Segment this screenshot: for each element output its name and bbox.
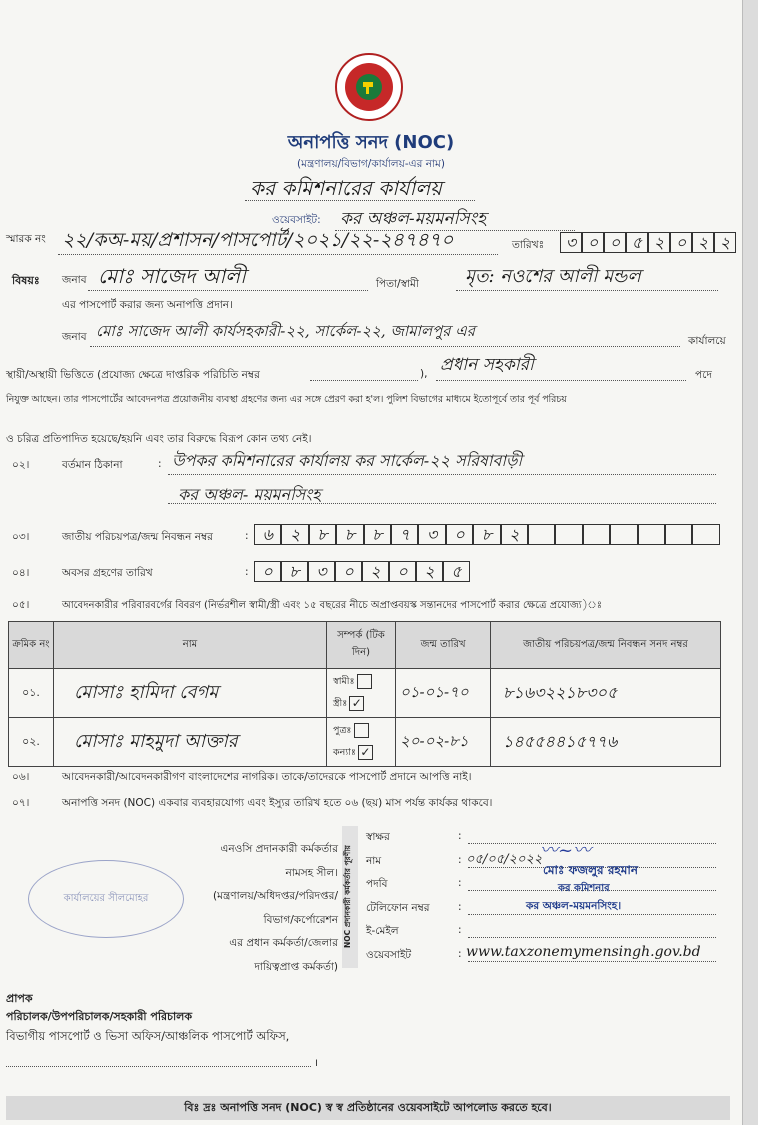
signatory-line: এনওসি প্রদানকারী কর্মকর্তার (220, 843, 338, 855)
designation-value: প্রধান সহকারী (440, 355, 534, 375)
citizen-text: আবেদনকারী/আবেদনকারীগণ বাংলাদেশের নাগরিক। তাকে/তাদেরকে পাসপোর্ট প্রদানে আপত্তি নাই। (62, 771, 472, 783)
date-digit-box: ২ (648, 232, 670, 253)
signatory-left-text (180, 838, 338, 979)
relation-a-label: পুত্রঃ (333, 725, 352, 736)
retire-digit-box: ৫ (443, 561, 470, 582)
nid-digit-box: ০ (446, 524, 473, 545)
row-serial: ০১. (9, 669, 54, 718)
address-value-line2: কর অঞ্চল- ময়মনসিংহ (178, 485, 321, 504)
nid-colon: : (245, 530, 249, 542)
col-dob: জন্ম তারিখ (396, 622, 491, 669)
retire-digit-box: ২ (362, 561, 389, 582)
nid-digit-box: ৮ (309, 524, 336, 545)
row-relation (327, 718, 396, 767)
signatory-line: নামসহ সীল। (285, 866, 338, 879)
col-relation: সম্পর্ক (টিক দিন) (327, 622, 396, 669)
relation-a-label: স্বামীঃ (333, 676, 355, 687)
row-name: মোসাঃ মাহমুদা আক্তার (54, 718, 327, 767)
signatory-field-label: নাম (366, 854, 382, 867)
recipient-line2: বিভাগীয় পাসপোর্ট ও ভিসা অফিস/আঞ্চলিক পাসপোর্ট অফিস, (6, 1029, 290, 1043)
address-number: ০২। (12, 459, 30, 471)
retire-digit-box: ২ (416, 561, 443, 582)
subject-suffix: এর পাসপোর্ট করার জন্য অনাপত্তি প্রদান। (62, 299, 233, 311)
relation-b-label: কন্যাঃ (333, 747, 356, 758)
row-nid: ১৪৫৫৪৪১৫৭৭৬ (491, 718, 721, 767)
body-line2-mid: ), (420, 368, 428, 380)
family-label: আবেদনকারীর পরিবারবর্গের বিবরণ (নির্ভরশীল স্বামী/স্ত্রী এবং ১৫ বছরের নীচে অপ্রাপ্তবয়স্ক সন্তানদের পাসপোর্ট করার ক্ষেত্রে প্রযোজ্য)ঃ (62, 600, 603, 611)
recipient-heading: প্রাপক (6, 992, 33, 1005)
row-name: মোসাঃ হামিদা বেগম (54, 669, 327, 718)
retire-digit-box: ৩ (308, 561, 335, 582)
date-digit-box: ০ (670, 232, 692, 253)
row-dob: ০১-০১-৭০ (396, 669, 491, 718)
nid-digit-box (692, 524, 719, 545)
body-line2-suffix: পদে (695, 369, 712, 381)
date-digit-box: ৩ (560, 232, 582, 253)
website-value: কর অঞ্চল-ময়মনসিংহ (340, 209, 487, 229)
memo-value: ২২/কঅ-ময়/প্রশাসন/পাসপোর্ট/২০২১/২২-২৪৭৪৭০ (62, 229, 454, 251)
citizen-number: ০৬। (12, 771, 30, 783)
memo-label: স্মারক নং (6, 233, 46, 245)
stamp-title: কর কমিশনার (558, 883, 610, 894)
retire-digit-box: ০ (335, 561, 362, 582)
retire-label: অবসর গ্রহণের তারিখ (62, 567, 153, 579)
office-seal-placeholder: কার্যালয়ের সীলমোহর (28, 860, 184, 938)
father-label: পিতা/স্বামী (376, 278, 419, 290)
table-row (9, 718, 721, 767)
nid-digit-box (610, 524, 637, 545)
footer-note-bar: বিঃ দ্রঃ অনাপত্তি সনদ (NOC) স্ব স্ব প্রতিষ্ঠানের ওয়েবসাইটে আপলোড করতে হবে। (6, 1096, 730, 1120)
signatory-field-colon: : (458, 947, 462, 960)
body-line3: নিযুক্ত আছেন। তার পাসপোর্টের আবেদনপত্র প্রয়োজনীয় ব্যবস্থা গ্রহণের জন্য এর সঙ্গে প্রেরণ করা হ'ল। পুলিশ বিভাগের মাধ্যমে ইতোপূর্বে তার পূর্ব পরিচয় (6, 394, 567, 405)
body-office-suffix: কার্যালয়ে (688, 335, 726, 347)
subject-name-value: মোঃ সাজেদ আলী (98, 264, 246, 288)
document-title: অনাপত্তি সনদ (NOC) (287, 132, 455, 153)
row-serial: ০২. (9, 718, 54, 767)
relation-b-checkbox[interactable]: ✓ (358, 745, 373, 760)
date-digit-box: ২ (714, 232, 736, 253)
website-label: ওয়েবসাইট: (272, 214, 321, 226)
body-prefix: জনাব (62, 331, 87, 343)
retire-colon: : (245, 566, 249, 578)
nid-digit-box (528, 524, 555, 545)
nid-number: ০৩। (12, 531, 30, 543)
row-nid: ৮১৬৩২২১৮৩০৫ (491, 669, 721, 718)
body-officer-value: মোঃ সাজেদ আলী কার্যসহকারী-২২, সার্কেল-২২, জামালপুর এর (96, 322, 475, 340)
validity-text: অনাপত্তি সনদ (NOC) একবার ব্যবহারযোগ্য এবং ইস্যুর তারিখ হতে ০৬ (ছয়) মাস পর্যন্ত কার্যকর থাকবে। (62, 797, 493, 809)
signatory-field-colon: : (458, 853, 462, 866)
address-value-line1: উপকর কমিশনারের কার্যালয় কর সার্কেল-২২ সরিষাবাড়ী (172, 451, 523, 470)
table-row (9, 669, 721, 718)
relation-b-checkbox[interactable]: ✓ (349, 696, 364, 711)
nid-digit-box (555, 524, 582, 545)
retire-digit-box: ৮ (281, 561, 308, 582)
office-name: কর কমিশনারের কার্যালয় (250, 176, 442, 200)
body-line4: ও চরিত্র প্রতিপাদিত হয়েছে/হয়নি এবং তার বিরুদ্ধে বিরূপ কোন তথ্য নেই। (6, 433, 312, 445)
signatory-field-colon: : (458, 877, 462, 889)
nid-digit-box: ৮ (473, 524, 500, 545)
date-digit-box: ০ (582, 232, 604, 253)
government-emblem (334, 52, 404, 122)
signatory-field-label: টেলিফোন নম্বর (366, 901, 430, 914)
relation-a-checkbox[interactable] (354, 723, 369, 738)
nid-digit-box (583, 524, 610, 545)
col-name: নাম (54, 622, 327, 669)
date-label: তারিখঃ (512, 239, 545, 251)
body-line2-prefix: স্থায়ী/অস্থায়ী ভিত্তিতে (প্রযোজ্য ক্ষেত্রে দাপ্তরিক পরিচিতি নম্বর (6, 369, 260, 381)
nid-digit-box (638, 524, 665, 545)
address-colon: : (158, 458, 162, 470)
nid-digit-box: ৩ (418, 524, 445, 545)
retire-number: ০৪। (12, 567, 30, 579)
subject-label: বিষয়ঃ (12, 274, 40, 287)
signatory-line: এর প্রধান কর্মকর্তা/জেলার (229, 937, 338, 949)
signatory-field-row (366, 922, 736, 944)
signatory-line: বিভাগ/কর্পোরেশন (263, 913, 338, 926)
nid-digit-box: ৭ (391, 524, 418, 545)
signatory-field-label: স্বাক্ষর (366, 831, 390, 843)
nid-digit-box: ২ (501, 524, 528, 545)
date-digit-box: ২ (692, 232, 714, 253)
relation-a-checkbox[interactable] (357, 674, 372, 689)
nid-digit-box: ২ (281, 524, 308, 545)
recipient-line1: পরিচালক/উপপরিচালক/সহকারী পরিচালক (6, 1010, 193, 1023)
signatory-field-row (366, 943, 736, 968)
signatory-line: (মন্ত্রণালয়/অধিদপ্তর/পরিদপ্তর/ (213, 890, 338, 902)
signatory-field-label: পদবি (366, 878, 388, 890)
retire-digit-box: ০ (389, 561, 416, 582)
signatory-field-label: ওয়েবসাইট (366, 948, 412, 961)
stamp-zone: কর অঞ্চল-ময়মনসিংহ। (526, 900, 622, 912)
address-label: বর্তমান ঠিকানা (62, 459, 123, 471)
col-nid: জাতীয় পরিচয়পত্র/জন্ম নিবন্ধন সনদ নম্বর (491, 622, 721, 669)
document-subtitle: (মন্ত্রণালয়/বিভাগ/কার্যালয়-এর নাম) (297, 158, 445, 170)
nid-boxes (254, 524, 720, 545)
signature-mark: 〰~〰 (540, 840, 592, 861)
relation-b-label: স্ত্রীঃ (333, 698, 348, 709)
stamp-name: মোঃ ফজলুর রহমান (543, 863, 639, 877)
nid-digit-box: ৮ (336, 524, 363, 545)
signatory-field-value: www.taxzonemymensingh.gov.bd (466, 943, 701, 960)
validity-number: ০৭। (12, 797, 30, 809)
nid-digit-box: ৮ (364, 524, 391, 545)
signatory-field-value: ০৫/০৫/২০২২ (466, 851, 543, 867)
col-serial: ক্রমিক নং (9, 622, 54, 669)
family-number: ০৫। (12, 599, 30, 611)
signatory-field-colon: : (458, 830, 462, 842)
row-relation (327, 669, 396, 718)
recipient-line3-end: । (314, 1057, 318, 1069)
nid-label: জাতীয় পরিচয়পত্র/জন্ম নিবন্ধন নম্বর (62, 531, 213, 543)
retire-digit-box: ০ (254, 561, 281, 582)
subject-name-prefix: জনাব (62, 274, 87, 286)
family-table (8, 621, 721, 767)
retire-boxes (254, 561, 470, 582)
date-digit-box: ০ (604, 232, 626, 253)
nid-digit-box (665, 524, 692, 545)
row-dob: ২০-০২-৮১ (396, 718, 491, 767)
nid-digit-box: ৬ (254, 524, 281, 545)
signatory-field-label: ই-মেইল (366, 925, 399, 937)
date-boxes (560, 232, 736, 253)
signatory-vertical-label: NOC প্রদানকারী কর্মকর্তার পূরণীয় (342, 826, 358, 968)
signatory-line: দায়িত্বপ্রাপ্ত কর্মকর্তা) (254, 960, 338, 973)
father-value: মৃত: নওশের আলী মন্ডল (465, 266, 641, 287)
signatory-field-colon: : (458, 924, 462, 936)
signatory-field-colon: : (458, 900, 462, 913)
date-digit-box: ৫ (626, 232, 648, 253)
